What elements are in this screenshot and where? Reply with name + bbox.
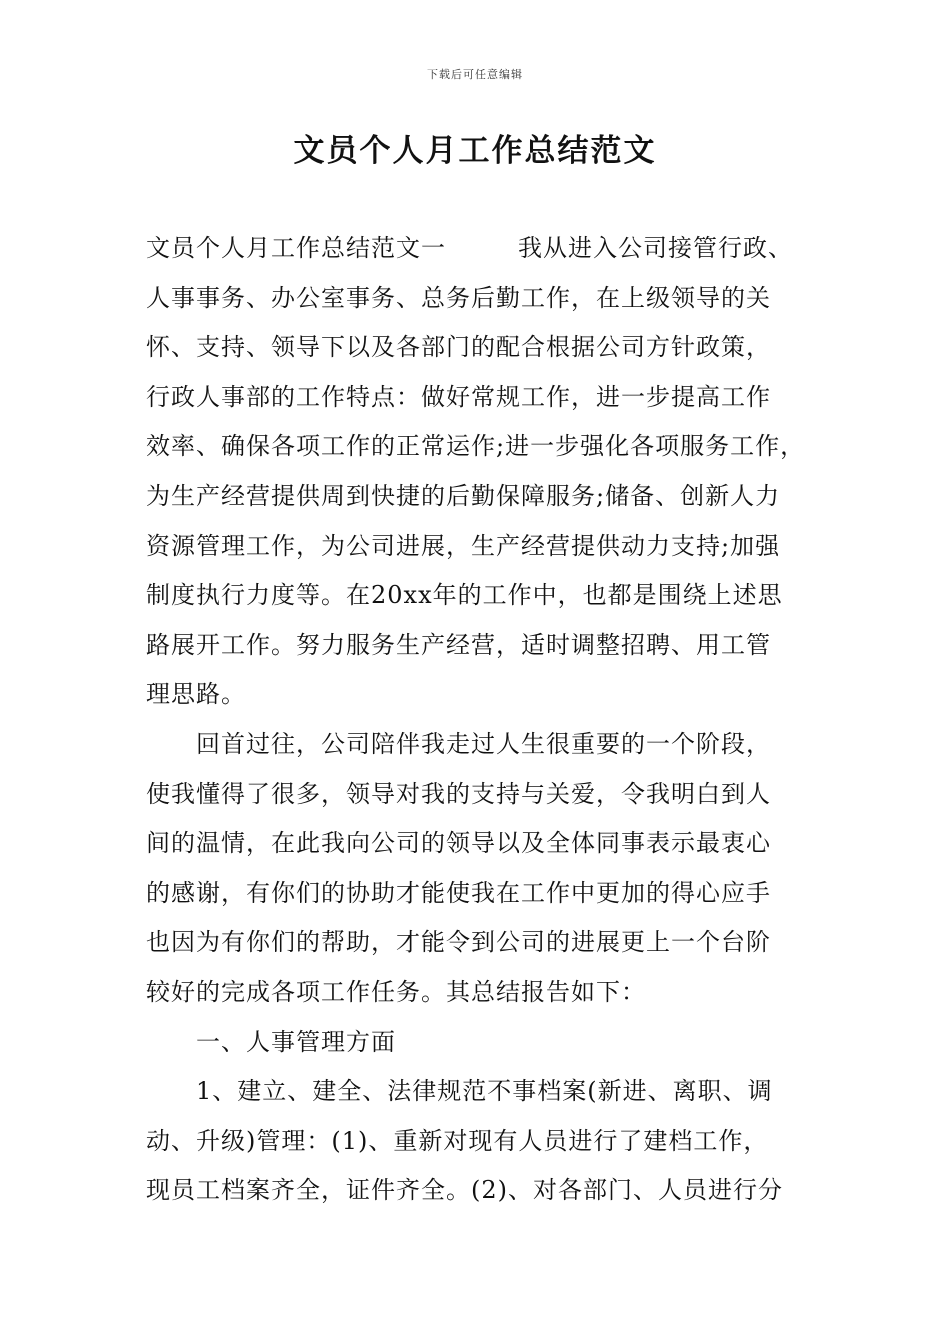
body-line: 动、升级)管理：(1)、重新对现有人员进行了建档工作， [146,1126,769,1155]
body-line: 较好的完成各项工作任务。其总结报告如下： [146,977,646,1006]
body-line-text: 我从进入公司接管行政、 [518,234,793,262]
body-line: 1、建立、建全、法律规范不事档案(新进、离职、调 [196,1077,773,1106]
body-line [146,224,816,274]
body-line: 理思路。 [146,680,246,709]
body-line: 使我懂得了很多，领导对我的支持与关爱，令我明白到人 [146,779,771,808]
body-line: 为生产经营提供周到快捷的后勤保障服务;储备、创新人力 [146,481,781,510]
body-line-text: 文员个人月工作总结范文一 [146,234,446,262]
body-line: 怀、支持、领导下以及各部门的配合根据公司方针政策， [146,333,771,362]
body-line: 效率、确保各项工作的正常运作;进一步强化各项服务工作， [146,432,806,461]
header-note: 下载后可任意编辑 [427,68,523,81]
body-line: 现员工档案齐全，证件齐全。(2)、对各部门、人员进行分 [146,1176,783,1205]
body-line: 回首过往，公司陪伴我走过人生很重要的一个阶段， [196,729,771,758]
body-line: 路展开工作。努力服务生产经营，适时调整招聘、用工管 [146,630,771,659]
body-line: 间的温情，在此我向公司的领导以及全体同事表示最衷心 [146,829,771,858]
document-title: 文员个人月工作总结范文 [293,133,657,169]
body-line: 的感谢，有你们的协助才能使我在工作中更加的得心应手 [146,878,771,907]
section-heading: 一、人事管理方面 [196,1027,396,1056]
document-body [146,224,816,1216]
body-line: 行政人事部的工作特点：做好常规工作，进一步提高工作 [146,382,771,411]
body-line: 制度执行力度等。在20xx年的工作中，也都是围绕上述思 [146,581,783,610]
body-line: 人事事务、办公室事务、总务后勤工作，在上级领导的关 [146,283,771,312]
body-line: 资源管理工作，为公司进展，生产经营提供动力支持;加强 [146,531,781,560]
body-line: 也因为有你们的帮助，才能令到公司的进展更上一个台阶 [146,928,771,957]
